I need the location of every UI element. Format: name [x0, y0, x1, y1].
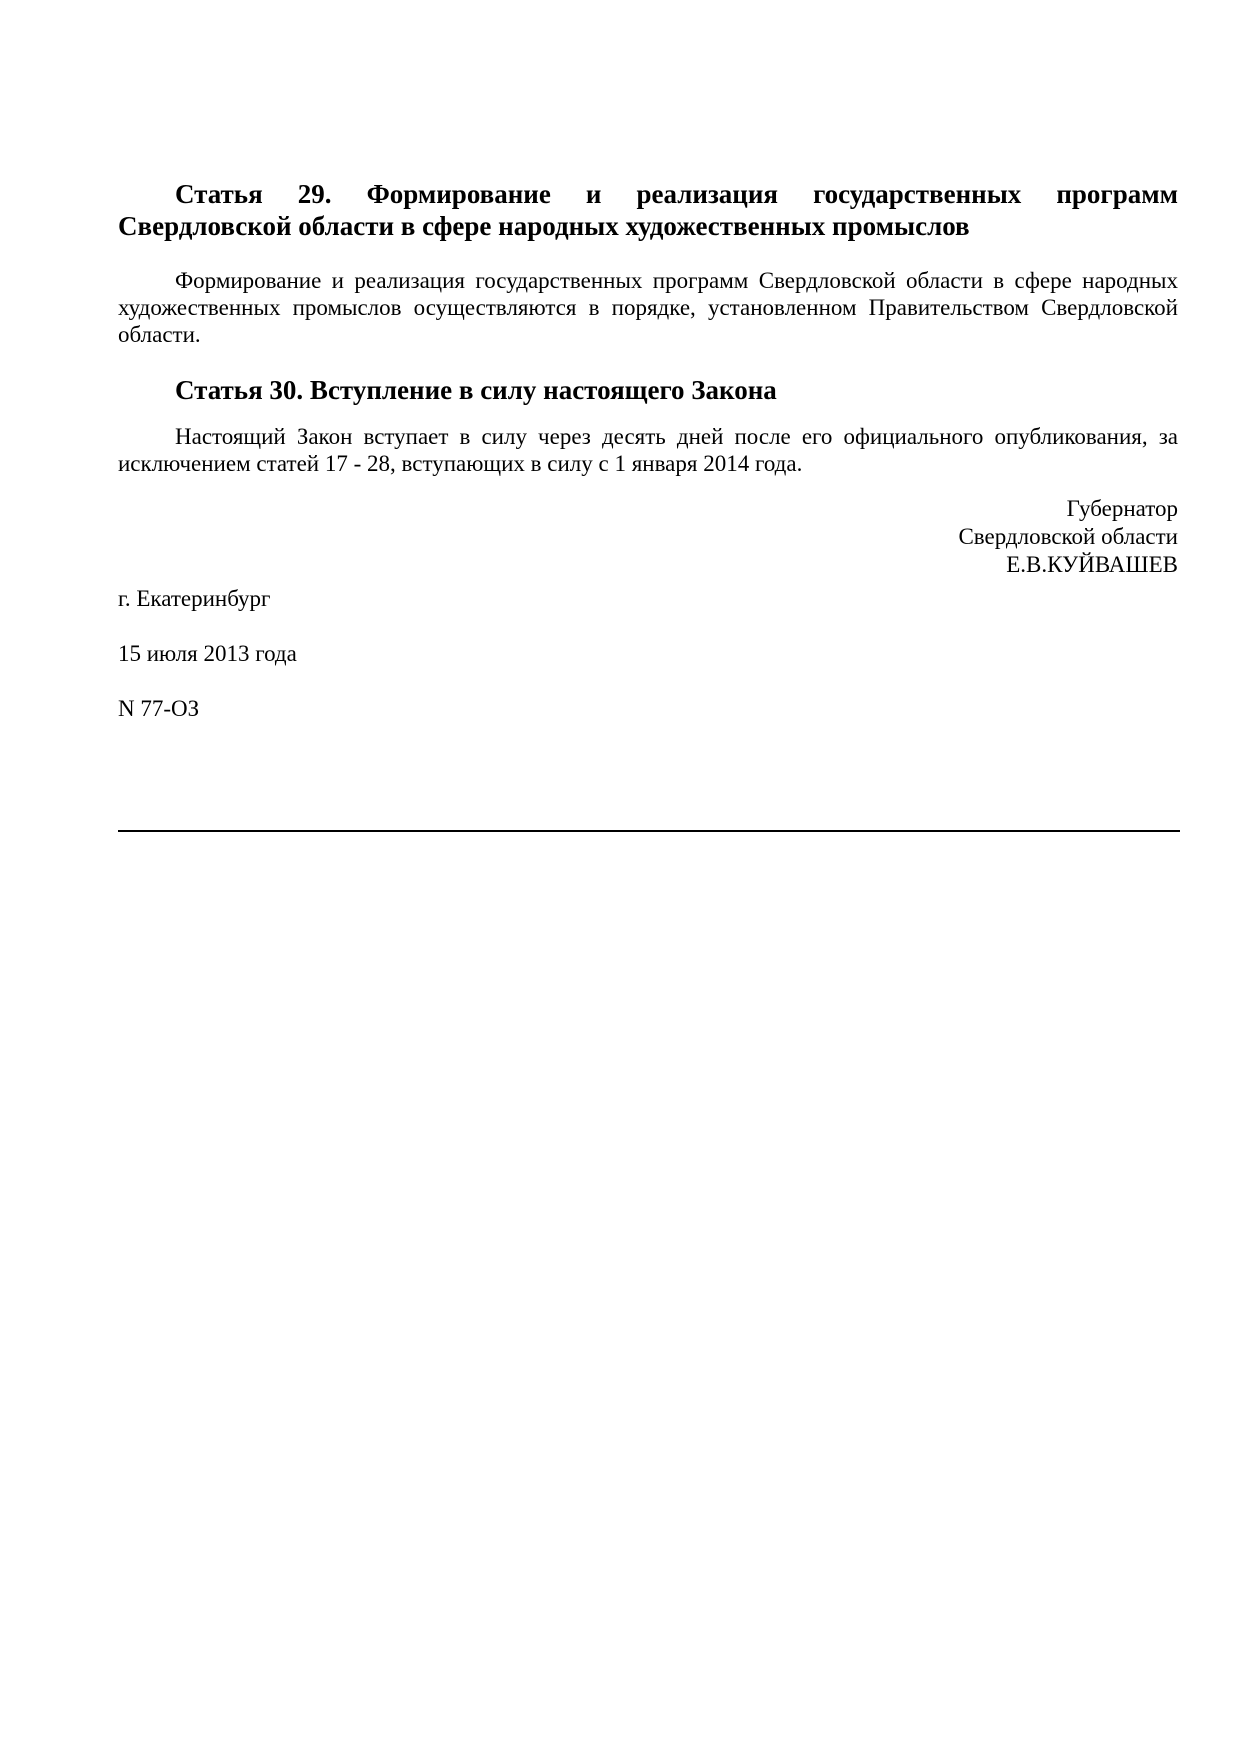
signature-title-line2: Свердловской области — [958, 524, 1178, 549]
article-30-text: Настоящий Закон вступает в силу через десять дней после его официального опубликования, за исключением статей 17 - 28, вступающих в силу с 1 января 2014 года. — [118, 424, 1178, 476]
document-number: N 77-ОЗ — [118, 696, 200, 721]
signature-name: Е.В.КУЙВАШЕВ — [1006, 552, 1178, 577]
article-29-heading — [118, 178, 1178, 242]
signature-block — [118, 495, 1178, 579]
document-body — [118, 178, 1178, 722]
document-date: 15 июля 2013 года — [118, 641, 297, 666]
signature-title-line1: Губернатор — [1066, 496, 1178, 521]
bottom-divider — [118, 830, 1180, 832]
place-of-signing: г. Екатеринбург — [118, 586, 271, 611]
article-29-heading-line1: Статья 29. Формирование и реализация государственных программ — [175, 179, 1178, 209]
article-29-heading-line2: Свердловской области в сфере народных художественных промыслов — [118, 211, 970, 241]
article-29-text: Формирование и реализация государственных программ Свердловской области в сфере народных художественных промыслов осуществляются в порядке, установленном Правительством Свердловской области. — [118, 268, 1178, 347]
article-30-heading: Статья 30. Вступление в силу настоящего Закона — [175, 375, 777, 405]
